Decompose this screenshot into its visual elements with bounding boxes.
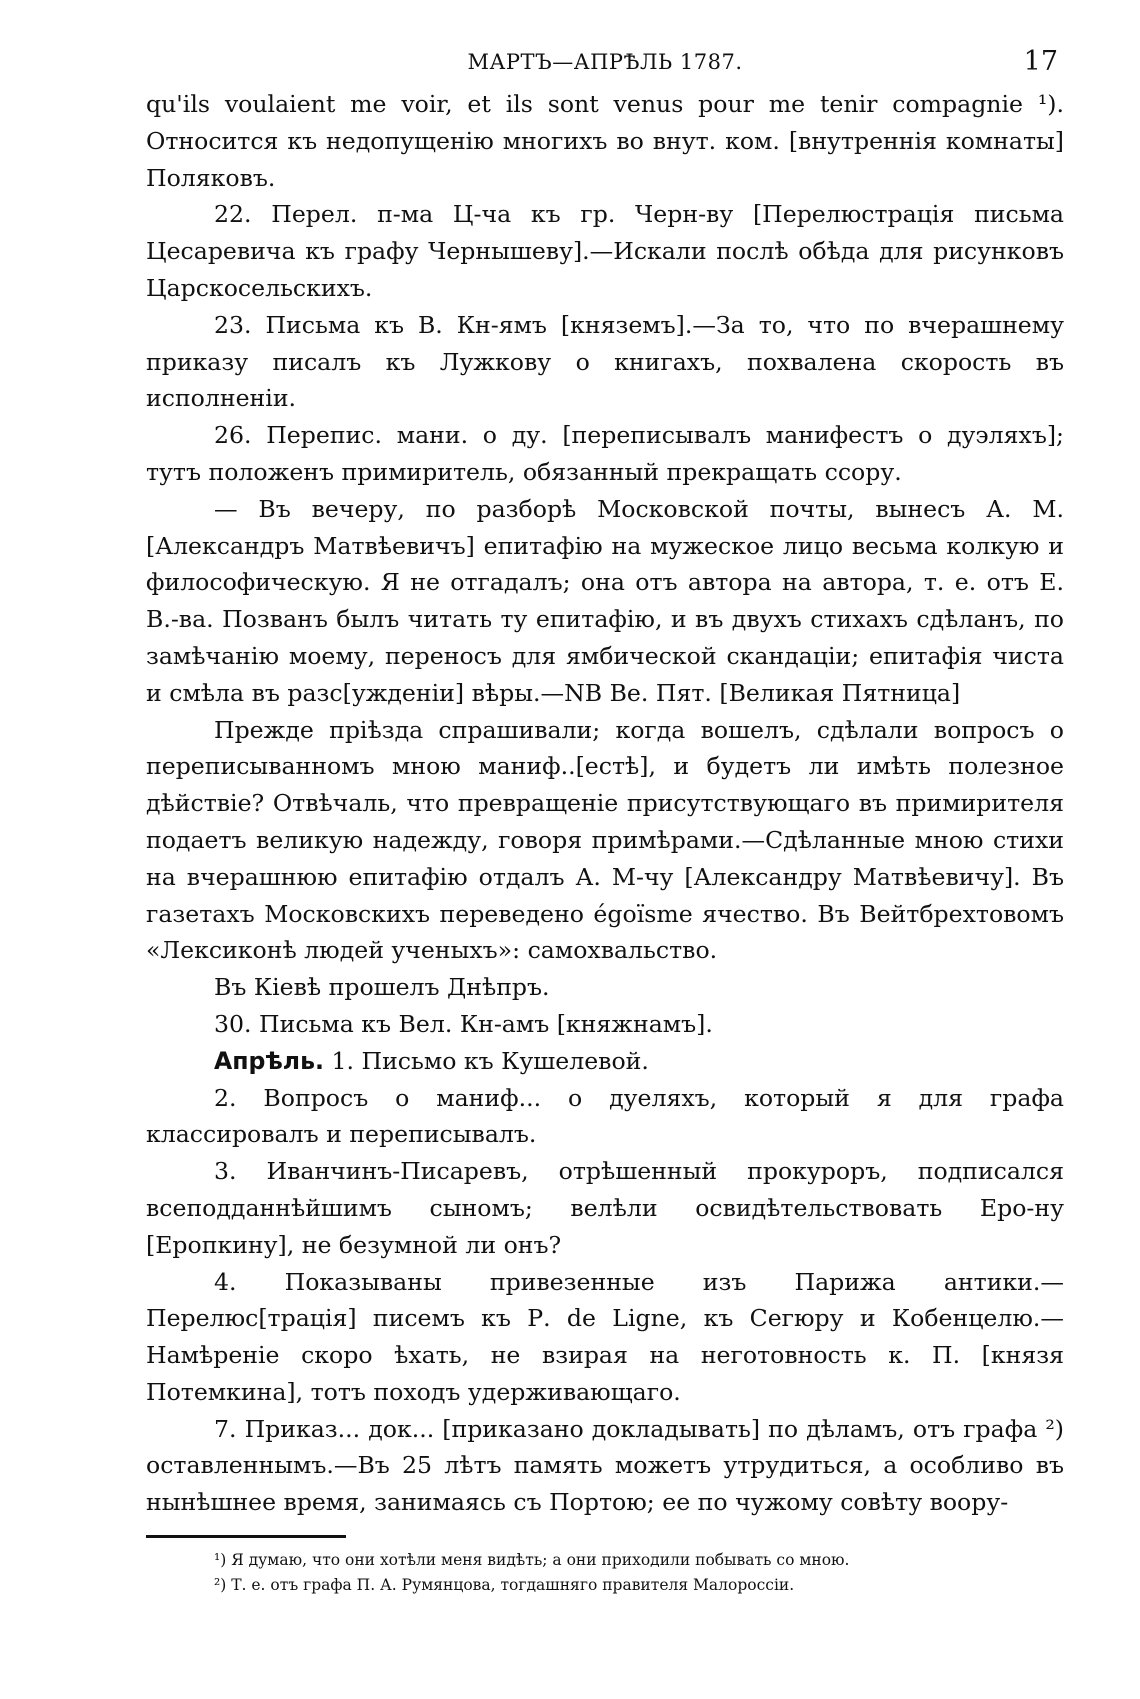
page-number: 17 (1023, 46, 1058, 77)
body-text (146, 86, 1064, 1521)
paragraph-evening: — Въ вечеру, по разборѣ Московской почты, вынесъ А. М. [Александръ Матвѣевичъ] епитафію на мужеское лицо весьма колкую и философическую. Я не отгадалъ; она отъ автора на автора, т. е. отъ Е. В.-ва. Позванъ былъ читать ту епитафію, и въ двухъ стихахъ сдѣланъ, по замѣчанію моему, переносъ для ямбической скандаціи; епитафія чиста и смѣла въ разс[ужденіи] вѣры.—NB Ве. Пят. [Великая Пятница] (146, 494, 1064, 707)
april-1-text: 1. Письмо къ Кушелевой. (323, 1046, 649, 1075)
paragraph-entry-23: 23. Письма къ В. Кн-ямъ [княземъ].—За то, что по вчерашнему приказу писалъ къ Лужкову о книгахъ, похвалена скорость въ исполненіи. (146, 310, 1064, 413)
paragraph-entry-22: 22. Перел. п-ма Ц-ча къ гр. Черн-ву [Перелюстрація письма Цесаревича къ графу Чернышеву].—Искали послѣ обѣда для рисунковъ Царскосельскихъ. (146, 200, 1064, 302)
paragraph-april-7: 7. Приказ... док... [приказано докладывать] по дѣламъ, отъ графа ²) оставленнымъ.—Въ 25 лѣтъ память можетъ утрудиться, а особливо въ нынѣшнее время, занимаясь съ Портою; ее по чужому совѣту воору- (146, 1414, 1064, 1517)
page-header (146, 44, 1064, 86)
footnote-2: ²) Т. е. отъ графа П. А. Румянцова, тогдашняго правителя Малороссіи. (214, 1576, 795, 1595)
running-title: МАРТЪ—АПРѢЛЬ 1787. (467, 50, 743, 74)
paragraph-before-arrival: Прежде пріѣзда спрашивали; когда вошелъ, сдѣлали вопросъ о переписыванномъ мною маниф..[естѣ], и будетъ ли имѣть полезное дѣйствіе? Отвѣчаль, что превращеніе присутствующаго въ примирителя подаетъ великую надежду, говоря примѣрами.—Сдѣланные мною стихи на вчерашнюю епитафію отдалъ А. М-чу [Александру Матвѣевичу]. Въ газетахъ Московскихъ переведено égoïsme ячество. Въ Вейтбрехтовомъ «Лексиконѣ людей ученыхъ»: самохвальство. (146, 715, 1064, 965)
paragraph-april-4: 4. Показываны привезенные изъ Парижа антики.—Перелюс[трація] писемъ къ Р. de Ligne, къ Сегюру и Кобенцелю.—Намѣреніе скоро ѣхать, не взирая на неготовность к. П. [князя Потемкина], тотъ походъ удерживающаго. (146, 1267, 1064, 1406)
paragraph-april-1 (146, 1043, 1064, 1080)
footnote-1: ¹) Я думаю, что они хотѣли меня видѣть; а они приходили побывать со мною. (214, 1551, 850, 1570)
paragraph-april-2: 2. Вопросъ о маниф... о дуеляхъ, который я для графа классировалъ и переписывалъ. (146, 1083, 1064, 1149)
paragraph-continuation: qu'ils voulaient me voir, et ils sont venus pour me tenir compagnie ¹). Относится къ недопущенію многихъ во внут. ком. [внутреннія комнаты] Поляковъ. (146, 90, 1064, 192)
footnote-divider (146, 1535, 346, 1538)
paragraph-april-3: 3. Иванчинъ-Писаревъ, отрѣшенный прокуроръ, подписался всеподданнѣйшимъ сыномъ; велѣли освидѣтельствовать Еро-ну [Еропкину], не безумной ли онъ? (146, 1157, 1064, 1259)
footnotes (146, 1548, 1064, 1598)
document-page (146, 44, 1064, 1598)
month-heading-april: Апрѣль. (214, 1046, 324, 1075)
paragraph-entry-26: 26. Перепис. мани. о ду. [переписывалъ манифестъ о дуэляхъ]; тутъ положенъ примиритель, обязанный прекращать ссору. (146, 421, 1064, 486)
paragraph-kiev: Въ Кіевѣ прошелъ Днѣпръ. (214, 973, 550, 1002)
paragraph-entry-30: 30. Письма къ Вел. Кн-амъ [княжнамъ]. (214, 1009, 713, 1038)
